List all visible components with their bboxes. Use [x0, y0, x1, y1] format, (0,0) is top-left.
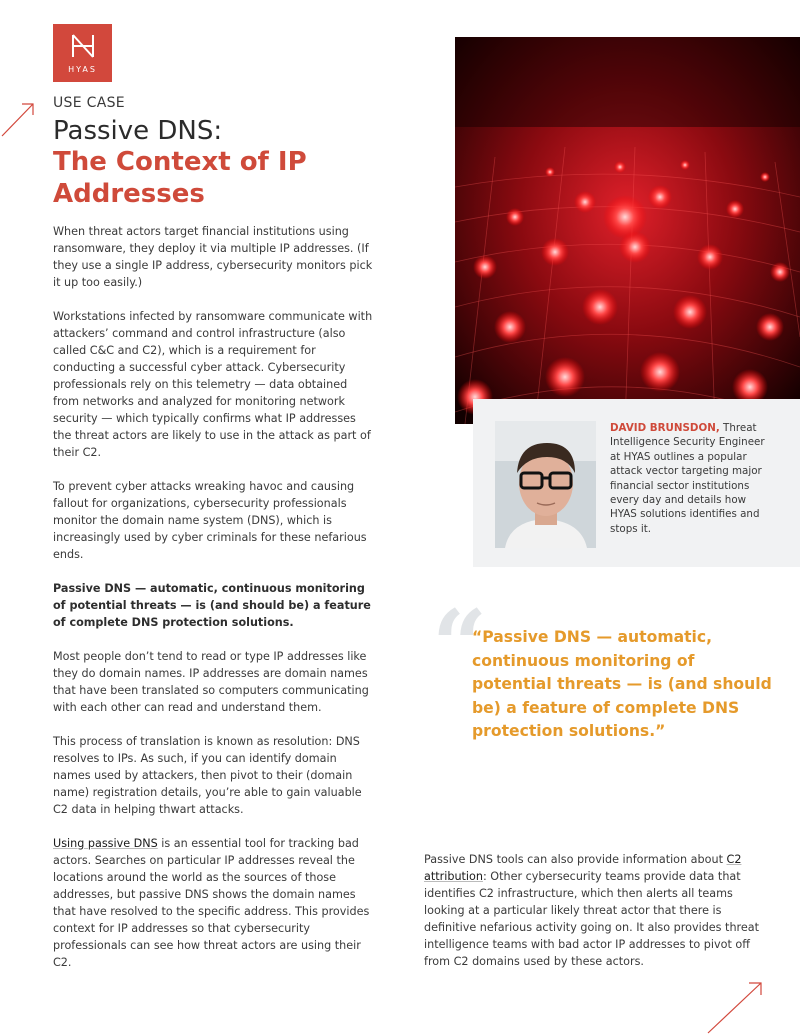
paragraph: Most people don’t tend to read or type IP addresses like they do domain names. IP addresses are domain names that have been translated so computers communicating with each other can read and understand them.: [53, 650, 369, 714]
body-left-column: [53, 223, 375, 988]
passive-dns-link[interactable]: Using passive DNS: [53, 837, 158, 850]
eyebrow-label: USE CASE: [53, 95, 125, 111]
pull-quote: “Passive DNS — automatic, continuous monitoring of potential threats — is (and should be) a feature of complete DNS protection solutions.”: [472, 628, 772, 740]
paragraph: [53, 835, 375, 971]
paragraph: When threat actors target financial institutions using ransomware, they deploy it via multiple IP addresses. (If they use a single IP address, cybersecurity monitors pick it up too easily.): [53, 225, 373, 289]
network-lights-illustration: [455, 37, 800, 424]
paragraph: This process of translation is known as resolution: DNS resolves to IPs. As such, if you can identify domain names used by attackers, then pivot to their (domain name) registration details, you’re able to gain valuable C2 data in helping thwart attacks.: [53, 735, 362, 816]
hero-network-image: [455, 37, 800, 424]
arrow-decoration-icon: [0, 100, 36, 140]
body-right-column: [424, 851, 768, 970]
author-bio-card: [473, 399, 800, 567]
person-avatar-icon: [495, 421, 596, 548]
page-title-line1: Passive DNS:: [53, 116, 223, 146]
author-description: Threat Intelligence Security Engineer at HYAS outlines a popular attack vector targeting major financial sector institutions every day and details how HYAS solutions identifies and stops it.: [610, 422, 765, 535]
author-photo: [495, 421, 596, 548]
paragraph: To prevent cyber attacks wreaking havoc and causing fallout for organizations, cybersecurity professionals monitor the domain name system (DNS), which is increasingly used by cyber criminals for these nefarious ends.: [53, 480, 367, 561]
paragraph-text: Passive DNS tools can also provide information about: [424, 853, 727, 866]
quote-mark-icon: “: [432, 589, 488, 702]
paragraph-bold: Passive DNS — automatic, continuous monitoring of potential threats — is (and should be) a feature of complete DNS protection solutions.: [53, 582, 371, 629]
author-name: DAVID BRUNSDON,: [610, 422, 720, 434]
hyas-mark-icon: [70, 33, 96, 59]
paragraph-text: is an essential tool for tracking bad actors. Searches on particular IP addresses reveal the locations around the world as the sources of those addresses, but passive DNS shows the domain names that have resolved to the specific address. This provides context for IP addresses so that cybersecurity professionals can see how threat actors are using their C2.: [53, 837, 370, 969]
arrow-decoration-icon: [706, 980, 766, 1035]
author-bio-text: [610, 421, 776, 536]
paragraph: Workstations infected by ransomware communicate with attackers’ command and control infrastructure (also called C&C and C2), which is a requirement for conducting a successful cyber attack. Cybersecurity professionals rely on this telemetry — data obtained from networks and analyzed for monitoring network security — which typically confirms what IP addresses the threat actors are likely to use in the attack as part of their C2.: [53, 310, 373, 459]
hyas-logo: [53, 24, 112, 82]
page-title-line2: The Context of IP Addresses: [53, 147, 307, 209]
logo-wordmark: HYAS: [68, 65, 97, 74]
paragraph-text: : Other cybersecurity teams provide data that identifies C2 infrastructure, which then alerts all teams looking at a particular likely threat actor that there is definitive nefarious activity going on. It also provides threat intelligence teams with bad actor IP addresses to pivot off from C2 domains used by these actors.: [424, 870, 760, 968]
c2-attribution-link[interactable]: C2 attribution: [424, 853, 742, 883]
